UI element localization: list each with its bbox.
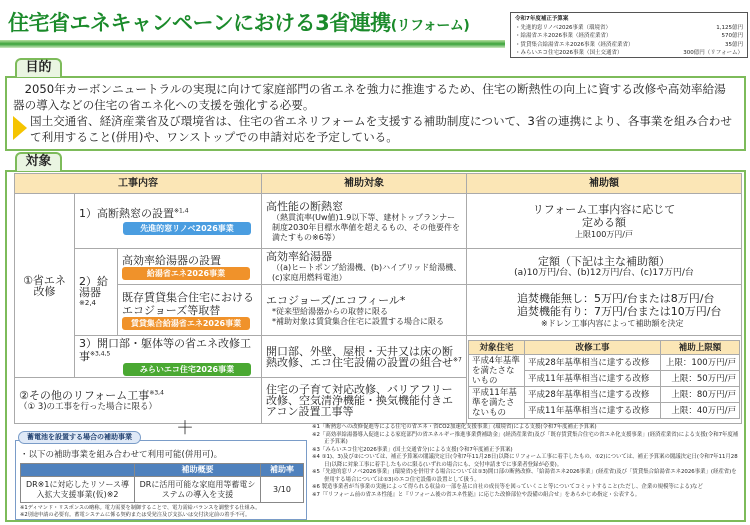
footnote: ※2「高効率給湯器導入促進による家庭部門の省エネルギー推進事業費補助金」(経済産業省)及び「既存賃貸集合住宅の省エネ化支援事業」(経済産業省)による支援(令和7年度補正予算案): [312, 431, 739, 445]
footnote: ※1「断熱窓への改修促進等による住宅の省エネ・省CO2加速化支援事業」(環境省)による支援(令和7年度補正予算案): [312, 424, 597, 430]
subsidy-table: [14, 173, 742, 424]
sub-header: 改修工事: [525, 341, 661, 355]
object-envelope: 開口部、外壁、屋根・天井又は床の断熱改修、エコ住宅設備の設置の組合せ$^{※7}$: [262, 336, 467, 378]
battery-header: 補助概要: [135, 464, 261, 477]
object-windows: 高性能の断熱窓 （熱貫流率(Uw値)1.9以下等、建材トップランナー制度2030年目標水準値を超えるもの、その他要件を満たすもの※6等）: [262, 194, 467, 249]
footnote: ※6 製造事業者が当事業の実施によって得られる収益の一部を基に自社の成長等を図っていくこと等についてコミットすること(ただし、企業の規模等による)など: [312, 484, 703, 490]
budget-heading: 令和7年度補正予算案: [515, 16, 569, 22]
battery-intro: ・以下の補助事業を組み合わせて利用可能(併用可)。: [20, 450, 223, 460]
object-ecojozu: エコジョーズ/エコフィール* *従来型給湯器からの取替に限る *補助対象は賃貸集合住宅に設置する場合に限る: [262, 285, 467, 336]
plus-icon: ＋: [176, 418, 194, 439]
work-envelope: 3）開口部・躯体等の省エネ改修工事$^{※3,4,5}$ みらいエコ住宅2026事業: [75, 336, 262, 378]
sub-cap: 上限：100万円/戸: [661, 355, 740, 371]
footnotes: [312, 424, 742, 499]
header-amount: 補助額: [467, 174, 742, 194]
battery-program: DR※1に対応したリソース導入拡大支援事業(仮)※2: [21, 477, 135, 503]
footnote: ※7「『リフォーム前の省エネ性能』と『リフォーム後の省エネ性能』に応じた改修部位や設備の組合せ」をあらかじめ指定・公表する。: [312, 491, 641, 498]
sub-cap: 上限：50万円/戸: [661, 371, 740, 387]
sub-work: 平成28年基準相当に達する改修: [525, 387, 661, 403]
work-ecojozu: 既存賃貸集合住宅におけるエコジョーズ等取替 賃貸集合給湯省エネ2026事業: [118, 285, 262, 336]
amount-windows: リフォーム工事内容に応じて 定める額 上限100万円/戸: [467, 194, 742, 249]
amount-water-heater: 定額（下記は主な補助額） (a)10万円/台、(b)12万円/台、(c)17万円/台: [467, 249, 742, 285]
battery-box: [15, 440, 307, 520]
battery-header: 補助率: [261, 464, 304, 477]
program-tag: 給湯省エネ2026事業: [122, 267, 250, 280]
budget-box: [510, 12, 748, 58]
purpose-box: [5, 76, 746, 151]
sub-header: 対象住宅: [469, 341, 525, 355]
sub-cap: 上限：40万円/戸: [661, 403, 740, 419]
header-work: 工事内容: [15, 174, 262, 194]
program-tag: 賃貸集合給湯省エネ2026事業: [122, 317, 250, 330]
arrow-right-icon: [13, 116, 27, 140]
purpose-conclusion: 国土交通省、経済産業省及び環境省は、住宅の省エネリフォームを支援する補助制度について、3省の連携により、各事業を組み合わせて利用すること(併用)や、ワンストップでの申請対応を予定している。: [30, 114, 732, 144]
object-other-reform: 住宅の子育て対応改修、バリアフリー改修、空気清浄機能・換気機能付きエアコン設置工事等: [262, 378, 467, 424]
cap-subtable: [468, 340, 740, 419]
work-water-heater: 高効率給湯器の設置 給湯省エネ2026事業: [118, 249, 262, 285]
purpose-tab: 目的: [15, 58, 62, 77]
budget-item: ・給湯省エネ2026事業（経済産業省） 570億円: [515, 33, 743, 39]
group-energy-renovation: ①省エネ改修: [15, 194, 75, 378]
sub-work: 平成28年基準相当に達する改修: [525, 355, 661, 371]
amount-ecojozu: 追焚機能無し：5万円/台または8万円/台 追焚機能有り：7万円/台または10万円/台 ※ドレン工事内容によって補助額を決定: [467, 285, 742, 336]
group-water-heater: 2）給湯器 ※2,4: [75, 249, 118, 336]
sub-work: 平成11年基準相当に達する改修: [525, 371, 661, 387]
work-windows: 1）高断熱窓の設置$^{※1,4}$ 先進的窓リノベ2026事業: [75, 194, 262, 249]
amount-envelope: [467, 336, 742, 424]
battery-notes: ※1ディマンド・リスポンスの略称。電力需要を制御することで、電力需給バランスを調整する仕組み。 ※2別途申請の必要有。蓄電システムに係る契約または受発注及び支払いは交付決定前の着手不可。: [20, 505, 261, 518]
sub-house: 平成11年基準を満たさないもの: [469, 387, 525, 419]
footnote: ※5「先進的窓リノベ2026事業」(環境省)を併用する場合については①3)開口部の断熱改修、「給湯省エネ2026事業」(経産省)及び「賃貸集合給湯省エネ2026事業」(経産省)を併用する場合については①3)のエコ住宅設備の設置として扱う。: [312, 469, 737, 483]
page-title: 住宅省エネキャンペーンにおける3省連携(リフォーム): [8, 11, 470, 35]
battery-label: 蓄電池を設置する場合の補助事業: [18, 431, 141, 444]
sub-cap: 上限：80万円/戸: [661, 387, 740, 403]
sub-header: 補助上限額: [661, 341, 740, 355]
footnote: ※4 ①1)、3)及び②については、補正予算案の閣議決定日(令和7年11月28日)以降にリフォーム工事に着手したもの、①2)については、補正予算案の閣議決定日(令和7年11月28日)以降に対象工事に着手したものに限る(いずれの場合にも、交付申請までに事業者登録が必要)。: [312, 454, 738, 468]
title-underline: [0, 40, 505, 48]
purpose-text: 2050年カーボンニュートラルの実現に向けて家庭部門の省エネを強力に推進するため、住宅の断熱性の向上に資する改修や高効率給湯器の導入などの住宅の省エネ化への支援を強化する必要。: [13, 82, 726, 112]
program-tag: 先進的窓リノベ2026事業: [123, 222, 251, 235]
work-other-reform: ②その他のリフォーム工事$^{※3,4}$ （① 3)の工事を行った場合に限る）: [15, 378, 262, 424]
battery-table: [20, 463, 304, 503]
battery-header: [21, 464, 135, 477]
sub-house: 平成4年基準を満たさないもの: [469, 355, 525, 387]
sub-work: 平成11年基準相当に達する改修: [525, 403, 661, 419]
budget-item: ・みらいエコ住宅2026事業（国土交通省） 300億円（リフォーム）: [515, 50, 743, 56]
budget-item: ・賃貸集合給湯省エネ2026事業（経済産業省） 35億円: [515, 41, 743, 48]
budget-item: ・先進的窓リノベ2026事業（環境省） 1,125億円: [515, 24, 743, 31]
program-tag: みらいエコ住宅2026事業: [123, 363, 251, 376]
battery-summary: DRに活用可能な家庭用等蓄電システムの導入を支援: [135, 477, 261, 503]
target-tab: 対象: [15, 152, 62, 171]
footnote: ※3「みらいエコ住宅2026事業」(国土交通省分)による支援(令和7年度補正予算案): [312, 446, 513, 453]
object-water-heater: 高効率給湯器 （(a)ヒートポンプ給湯機、(b)ハイブリッド給湯機、(c)家庭用燃料電池）: [262, 249, 467, 285]
battery-rate: 3/10: [261, 477, 304, 503]
header-object: 補助対象: [262, 174, 467, 194]
